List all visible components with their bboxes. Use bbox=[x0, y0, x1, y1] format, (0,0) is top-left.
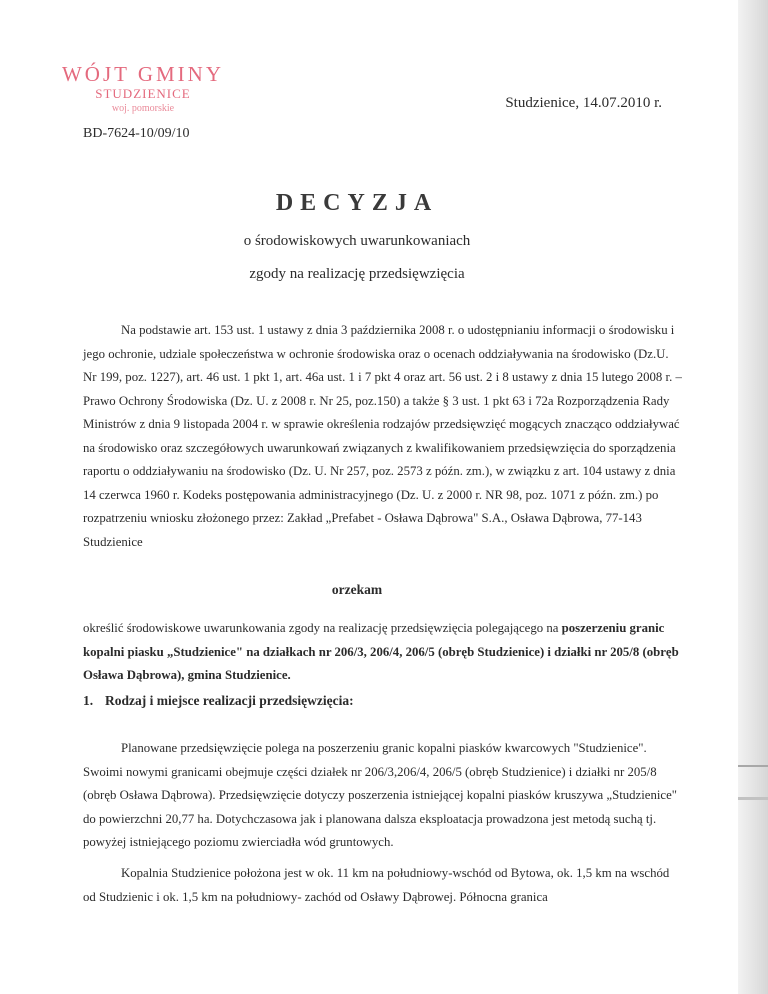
stamp-line-3: woj. pomorskie bbox=[111, 103, 175, 114]
section-title: Rodzaj i miejsce realizacji przedsięwzięcia: bbox=[105, 693, 354, 708]
subtitle-line-1: o środowiskowych uwarunkowaniach bbox=[243, 233, 471, 249]
legal-basis-text: Na podstawie art. 153 ust. 1 ustawy z dnia 3 października 2008 r. o udostępnianiu informacji o środowisku i jego ochronie, udziale społeczeństwa w ochronie środowiska oraz o ocenach oddziaływania na środowisko (Dz.U. Nr 199, poz. 1227), art. 46 ust. 1 pkt 1, art. 46a ust. 1 i 7 pkt 4 oraz art. 56 ust. 2 i 8 ustawy z dnia 15 lutego 2008 r. – Prawo Ochrony Środowiska (Dz. U. z 2008 r. Nr 25, poz.150) a także § 3 ust. 1 pkt 63 i 72a Rozporządzenia Rady Ministrów z dnia 9 listopada 2004 r. w sprawie określenia rodzajów przedsięwzięć mogących znacząco oddziaływać na środowisko oraz szczegółowych uwarunkowań związanych z kwalifikowaniem przedsięwzięcia do sporządzenia raportu o oddziaływaniu na środowisko (Dz. U. Nr 257, poz. 2573 z późn. zm.), w związku z art. 104 ustawy z dnia 14 czerwca 1960 r. Kodeks postępowania administracyjnego (Dz. U. z 2000 r. NR 98, poz. 1071 z późn. zm.) po rozpatrzeniu wniosku złożonego przez: Zakład „Prefabet - Osława Dąbrowa" S.A., Osława Dąbrowa, 77-143 Studzienice bbox=[83, 323, 682, 549]
reference-number: BD-7624-10/09/10 bbox=[83, 126, 190, 141]
decision-lead: określić środowiskowe uwarunkowania zgody na realizację przedsięwzięcia polegającego na bbox=[83, 621, 559, 635]
scan-mark bbox=[738, 765, 768, 767]
stamp-line-2: STUDZIENICE bbox=[95, 86, 191, 101]
section-1-heading bbox=[83, 693, 354, 709]
decision-subject: poszerzeniu granic kopalni piasku „Studzienice" na działkach nr 206/3, 206/4, 206/5 (obręb Studzienice) i działki nr 205/8 (obręb Osława Dąbrowa), gmina Studzienice. bbox=[83, 621, 679, 682]
section-1-text-2: Kopalnia Studzienice położona jest w ok. 11 km na południowy-wschód od Bytowa, ok. 1,5 km na wschód od Studzienic i ok. 1,5 km na południowy- zachód od Osławy Dąbrowej. Północna granica bbox=[83, 866, 670, 904]
scan-mark bbox=[738, 797, 768, 800]
office-stamp bbox=[58, 62, 228, 115]
stamp-line-1: WÓJT GMINY bbox=[61, 62, 225, 86]
section-1-paragraph-2 bbox=[83, 862, 683, 909]
section-number: 1. bbox=[83, 693, 94, 708]
section-1-paragraph-1 bbox=[83, 737, 683, 855]
document-title: DECYZJA bbox=[275, 190, 439, 216]
decision-paragraph bbox=[83, 617, 683, 688]
place-date: Studzienice, 14.07.2010 r. bbox=[505, 95, 662, 111]
subtitle-line-2: zgody na realizację przedsięwzięcia bbox=[249, 266, 465, 282]
ruling-keyword: orzekam bbox=[331, 582, 383, 597]
legal-basis-paragraph bbox=[83, 319, 683, 554]
scan-edge bbox=[738, 0, 768, 994]
section-1-text-1: Planowane przedsięwzięcie polega na poszerzeniu granic kopalni piasków kwarcowych "Studzienice". Swoimi nowymi granicami obejmuje części działek nr 206/3,206/4, 206/5 (obręb Studzienice) i działki nr 205/8 (obręb Osława Dąbrowa). Przedsięwzięcie dotyczy poszerzenia istniejącej kopalni piasków kruszywa „Studzienice" do powierzchni 20,77 ha. Dotychczasowa jak i planowana dalsza eksploatacja prowadzona jest metodą suchą tj. powyżej istniejącego poziomu zwierciadła wód gruntowych. bbox=[83, 741, 678, 849]
